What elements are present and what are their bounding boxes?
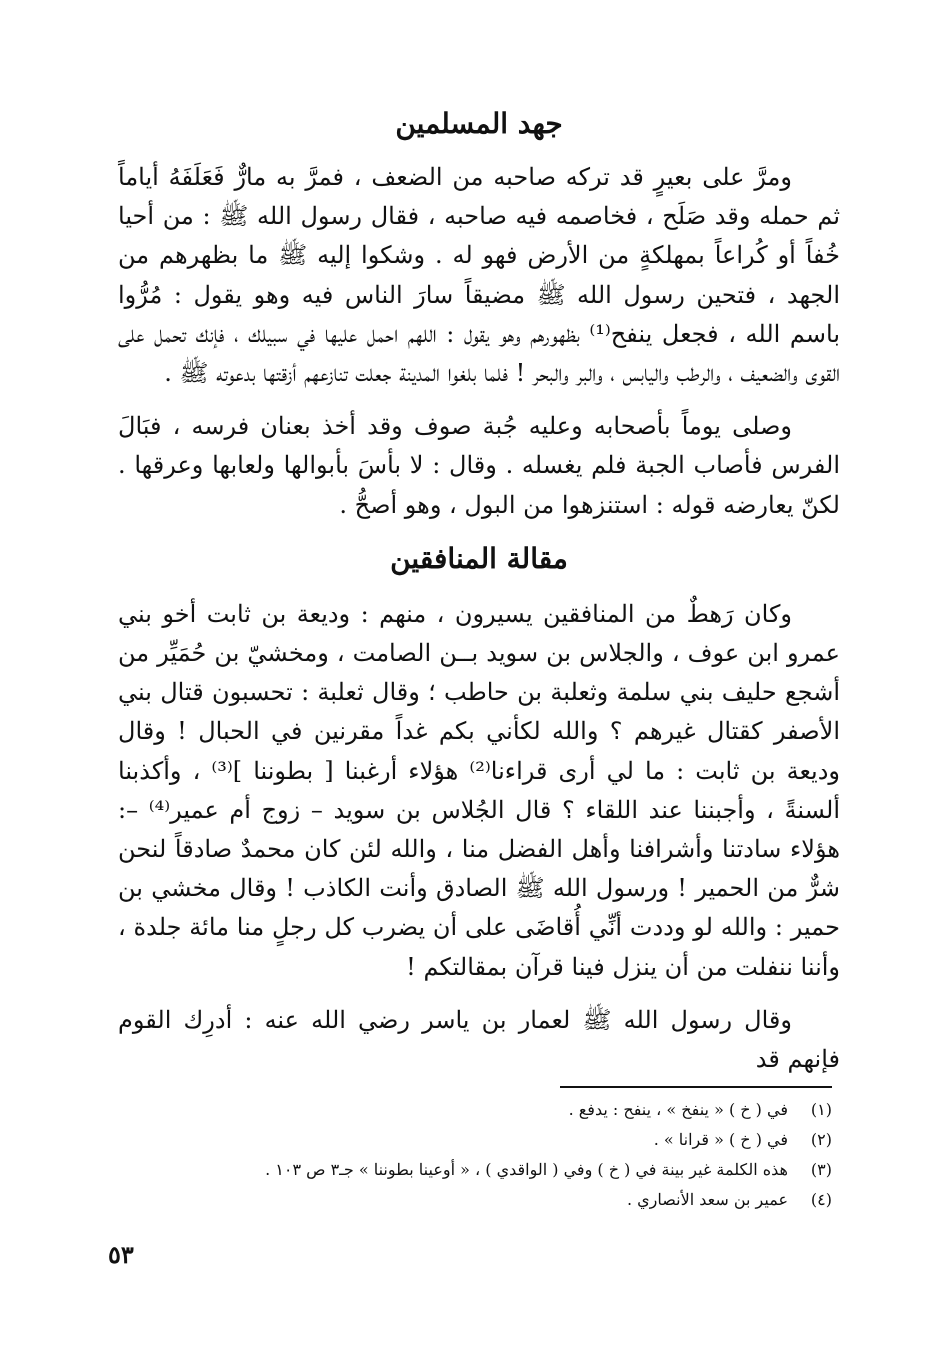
footnote bbox=[200, 1125, 832, 1155]
paragraph: ومرَّ على بعيرٍ قد تركه صاحبه من الضعف ، فمرَّ به مارٌّ فَعَلَفَهُ أياماً ثم حمله وقد صَلَح ، فخاصمه فيه صاحبه ، فقال رسول الله ﷺ : من أحيا خُفاً أو كُراعاً بمهلكةٍ من الأرض فهو له . وشكوا إليه ﷺ ما بظهرهم من الجهد ، فتحين رسول الله ﷺ مضيقاً سارَ الناس فيه وهو يقول : مُرُّوا باسم الله ، فجعل ينفح⁽¹⁾ بظهورهم وهو يقول : اللهم احمل عليها في سبيلك ، فإنك تحمل على القوى والضعيف ، والرطب واليابس ، والبر والبحر ! فلما بلغوا المدينة جعلت تنازعهم أزقتها بدعوته ﷺ . bbox=[118, 163, 840, 388]
paragraph: وصلى يوماً بأصحابه وعليه جُبة صوف وقد أخذ بعنان فرسه ، فبَالَ الفرس فأصاب الجبة فلم يغسله . وقال : لا بأسَ بأبوالها ولعابها وعرقها . لكنّ يعارضه قوله : استنزهوا من البول ، وهو أصحُّ . bbox=[118, 412, 840, 519]
footnote-text: في ( خ ) « ينفخ » ، ينفح : يدفع . bbox=[568, 1100, 788, 1119]
page-body bbox=[118, 96, 840, 1093]
footnote bbox=[200, 1095, 832, 1125]
page-number: ٥٣ bbox=[108, 1240, 134, 1269]
footnote-text: هذه الكلمة غير بينة في ( خ ) وفي ( الواقدي ) ، « أوعينا بطوننا » جـ٣ ص ١٠٣ . bbox=[265, 1160, 788, 1179]
footnote-text: في ( خ ) « قرانا » . bbox=[653, 1130, 788, 1149]
section-title-hypocrites-saying: مقالة المنافقين bbox=[390, 541, 568, 575]
footnote-number: (٢) bbox=[810, 1130, 832, 1149]
footnotes bbox=[200, 1095, 832, 1215]
paragraph: وكان رَهطٌ من المنافقين يسيرون ، منهم : وديعة بن ثابت أخو بني عمرو ابن عوف ، والجلاس بن سويد بــن الصامت ، ومخشيّ بن حُمَيِّر من أشجع حليف بني سلمة وثعلبة بن حاطب ؛ وقال ثعلبة : تحسبون قتال بني الأصفر كقتال غيرهم ؟ والله لكأني بكم غداً مقرنين في الحبال ! وقال وديعة بن ثابت : ما لي أرى قراءنا⁽²⁾ هؤلاء أرغبنا [ بطوننا ]⁽³⁾ ، وأكذبنا ألسنةً ، وأجبننا عند اللقاء ؟ قال الجُلاس بن سويد – زوج أم عمير⁽⁴⁾ –: هؤلاء سادتنا وأشرافنا وأهل الفضل منا ، والله لئن كان محمدٌ صادقاً لنحن شرٌّ من الحمير ! ورسول الله ﷺ الصادق وأنت الكاذب ! وقال مخشي بن حمير : والله لو وددت أنِّي أُقاضَى على أن يضرب كل رجلٍ منا مائة جلدة ، وأننا ننفلت من أن ينزل فينا قرآن بمقالتكم ! bbox=[118, 599, 841, 981]
footnote-text: عمير بن سعد الأنصاري . bbox=[626, 1190, 788, 1209]
footnote-number: (١) bbox=[810, 1100, 832, 1119]
footnote-number: (٣) bbox=[810, 1160, 832, 1179]
footnote-separator bbox=[560, 1086, 832, 1088]
section-title-muslims-effort: جهد المسلمين bbox=[395, 107, 563, 140]
paragraph: وقال رسول الله ﷺ لعمار بن ياسر رضي الله عنه : أدرِك القوم فإنهم قد bbox=[118, 1005, 840, 1074]
footnote-number: (٤) bbox=[810, 1190, 832, 1209]
footnote bbox=[200, 1185, 832, 1215]
footnote bbox=[200, 1155, 832, 1185]
